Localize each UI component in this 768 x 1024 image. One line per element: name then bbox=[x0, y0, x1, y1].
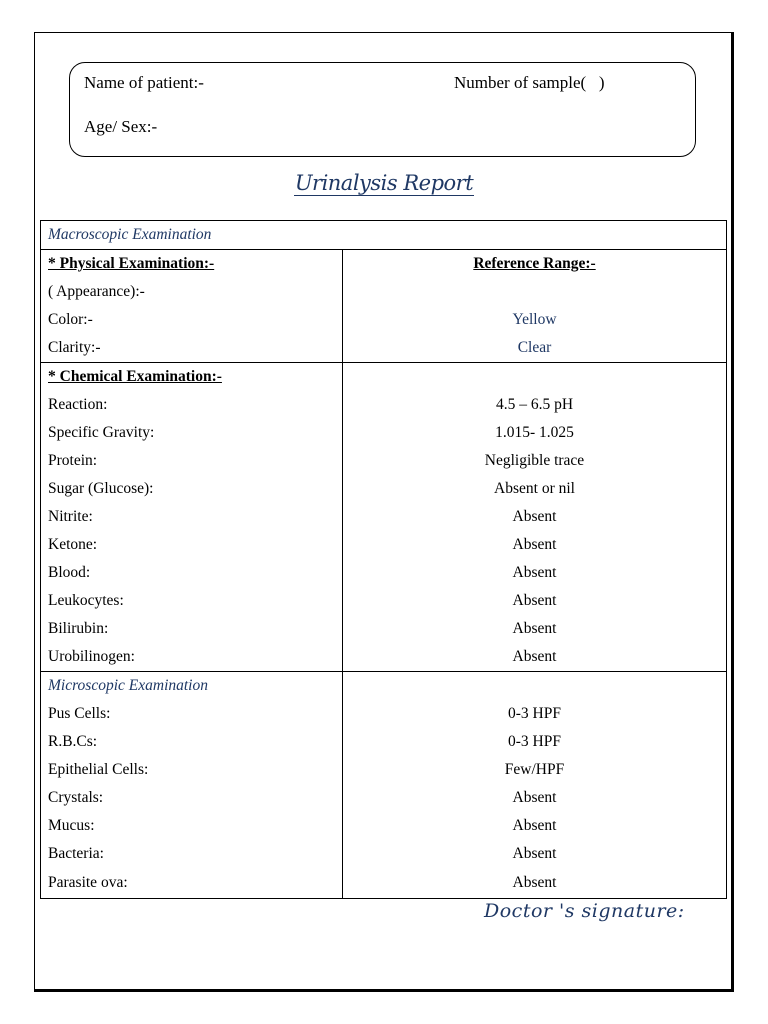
report-title: Urinalysis Report bbox=[294, 171, 474, 195]
age-sex-label: Age/ Sex:- bbox=[84, 117, 158, 136]
sample-number-label: Number of sample( ) bbox=[454, 73, 605, 92]
row-reference: Absent bbox=[343, 559, 727, 587]
row-reference bbox=[343, 278, 727, 306]
macroscopic-heading-cell bbox=[41, 221, 727, 250]
table-row bbox=[41, 587, 727, 615]
row-label: Protein: bbox=[41, 447, 343, 475]
row-label: R.B.Cs: bbox=[41, 728, 343, 756]
table-row bbox=[41, 756, 727, 784]
row-label: Clarity:- bbox=[41, 334, 343, 363]
table-row bbox=[41, 475, 727, 503]
row-reference: Absent bbox=[343, 868, 727, 899]
row-label: Ketone: bbox=[41, 531, 343, 559]
row-label: Mucus: bbox=[41, 812, 343, 840]
physical-heading: * Physical Examination:- bbox=[48, 255, 215, 272]
row-label: Nitrite: bbox=[41, 503, 343, 531]
row-label: Color:- bbox=[41, 306, 343, 334]
physical-heading-cell bbox=[41, 250, 343, 279]
row-label: Crystals: bbox=[41, 784, 343, 812]
row-reference: Absent bbox=[343, 812, 727, 840]
table-row bbox=[41, 531, 727, 559]
row-reference: Absent or nil bbox=[343, 475, 727, 503]
row-reference: 4.5 – 6.5 pH bbox=[343, 391, 727, 419]
row-label: ( Appearance):- bbox=[41, 278, 343, 306]
microscopic-heading-cell bbox=[41, 672, 343, 701]
table-row bbox=[41, 643, 727, 672]
row-label: Epithelial Cells: bbox=[41, 756, 343, 784]
chemical-header-row bbox=[41, 363, 727, 392]
table-row bbox=[41, 391, 727, 419]
table-row bbox=[41, 812, 727, 840]
row-reference: 1.015- 1.025 bbox=[343, 419, 727, 447]
macroscopic-header-row bbox=[41, 221, 727, 250]
table-row bbox=[41, 868, 727, 899]
row-reference: Absent bbox=[343, 615, 727, 643]
row-reference: Absent bbox=[343, 503, 727, 531]
row-label: Parasite ova: bbox=[41, 868, 343, 899]
microscopic-header-row bbox=[41, 672, 727, 701]
row-reference: Absent bbox=[343, 531, 727, 559]
row-reference: Absent bbox=[343, 784, 727, 812]
reference-range-heading: Reference Range:- bbox=[473, 255, 596, 272]
row-label: Bilirubin: bbox=[41, 615, 343, 643]
empty-cell bbox=[343, 672, 727, 701]
table-row bbox=[41, 278, 727, 306]
reference-range-heading-cell bbox=[343, 250, 727, 279]
empty-cell bbox=[343, 363, 727, 392]
table-row bbox=[41, 559, 727, 587]
table-row bbox=[41, 334, 727, 363]
patient-name-label: Name of patient:- bbox=[84, 73, 204, 92]
row-reference: Few/HPF bbox=[343, 756, 727, 784]
table-row bbox=[41, 840, 727, 868]
table-row bbox=[41, 615, 727, 643]
macroscopic-heading: Macroscopic Examination bbox=[48, 226, 212, 243]
row-reference: 0-3 HPF bbox=[343, 700, 727, 728]
row-label: Urobilinogen: bbox=[41, 643, 343, 672]
row-label: Leukocytes: bbox=[41, 587, 343, 615]
row-label: Sugar (Glucose): bbox=[41, 475, 343, 503]
row-reference: Absent bbox=[343, 840, 727, 868]
row-reference: Absent bbox=[343, 587, 727, 615]
table-row bbox=[41, 503, 727, 531]
physical-header-row bbox=[41, 250, 727, 279]
row-reference: Negligible trace bbox=[343, 447, 727, 475]
table-row bbox=[41, 306, 727, 334]
row-label: Reaction: bbox=[41, 391, 343, 419]
row-reference: Clear bbox=[343, 334, 727, 363]
report-title-container bbox=[0, 171, 768, 195]
report-table bbox=[40, 220, 727, 899]
row-reference: Yellow bbox=[343, 306, 727, 334]
row-label: Specific Gravity: bbox=[41, 419, 343, 447]
chemical-heading: * Chemical Examination:- bbox=[48, 368, 222, 385]
table-row bbox=[41, 447, 727, 475]
row-label: Pus Cells: bbox=[41, 700, 343, 728]
row-reference: Absent bbox=[343, 643, 727, 672]
doctor-signature-label: Doctor 's signature: bbox=[484, 900, 685, 922]
table-row bbox=[41, 728, 727, 756]
microscopic-heading: Microscopic Examination bbox=[48, 677, 208, 694]
row-label: Blood: bbox=[41, 559, 343, 587]
row-reference: 0-3 HPF bbox=[343, 728, 727, 756]
table-row bbox=[41, 419, 727, 447]
table-row bbox=[41, 784, 727, 812]
table-row bbox=[41, 700, 727, 728]
chemical-heading-cell bbox=[41, 363, 343, 392]
row-label: Bacteria: bbox=[41, 840, 343, 868]
